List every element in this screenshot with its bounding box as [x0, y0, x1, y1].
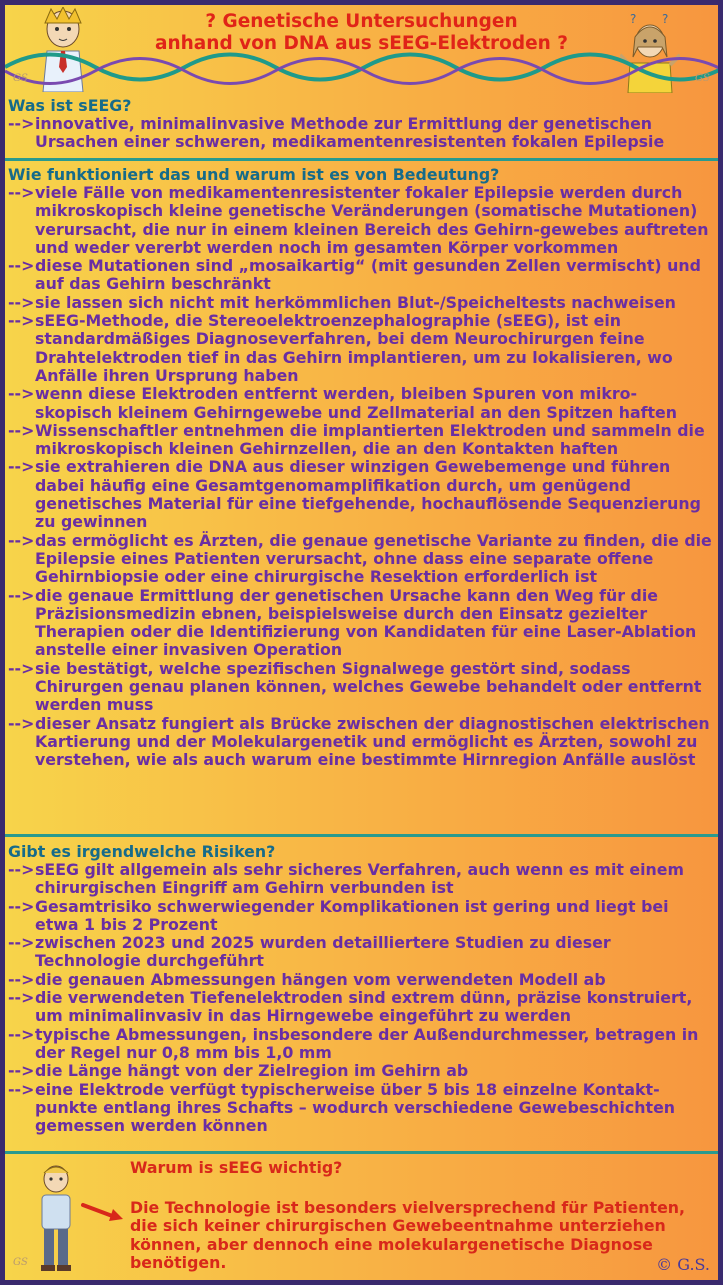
bullet-text: die genaue Ermittlung der genetischen Ursache kann den Weg für die Präzisionsmedizin ebnen, beispielsweise durch den Einsatz gezielter Therapien oder die Identifizierung von Kandidaten für eine Laser-Ablation anstelle einer invasiven Operation: [35, 585, 697, 660]
bullet-text: innovative, minimalinvasive Methode zur Ermittlung der genetischen Ursachen einer schweren, medikamentenresistenten fokalen Epilepsie: [35, 114, 665, 152]
bullet-text: Wissenschaftler entnehmen die implantierten Elektroden und sammeln die mikroskopisch kleinen Gehirnzellen, die an den Kontakten haften: [35, 420, 705, 459]
bullet-arrow: -->: [8, 658, 35, 678]
bullet-item: [8, 458, 712, 531]
bullet-arrow: -->: [8, 420, 35, 440]
man-illustration: [29, 1163, 83, 1273]
bullet-arrow: -->: [8, 256, 35, 276]
bullet-item: [8, 861, 712, 898]
signature-bottom: GS: [13, 1257, 28, 1268]
bullet-text: sie extrahieren die DNA aus dieser winzigen Gewebemenge und führen dabei häufig eine Gesamtgenomamplifikation durch, um genügend genetisches Material für eine tiefgehende, hochauflösende Sequenzierung zu gewinnen: [35, 457, 701, 532]
bullet-item: [8, 385, 712, 422]
bullet-item: [8, 1062, 712, 1080]
bullet-text: dieser Ansatz fungiert als Brücke zwischen der diagnostischen elektrischen Kartierung und der Molekulargenetik und ermöglicht es Ärzten, sowohl zu verstehen, wie als auch warum eine bestimmte Hirnregion Anfälle auslöst: [35, 713, 710, 770]
arrow-icon: [81, 1201, 125, 1223]
svg-text:?: ?: [662, 13, 669, 26]
wave-divider: [5, 47, 718, 97]
bullet-item: [8, 312, 712, 385]
bullet-item: [8, 715, 712, 770]
signature-left: GS: [13, 73, 28, 84]
bottom-text: Die Technologie ist besonders vielversprechend für Patienten, die sich keiner chirurgischen Gewebeentnahme unterziehen können, aber dennoch eine molekulargenetische Diagnose benötigen.: [130, 1198, 686, 1272]
bullet-arrow: -->: [8, 969, 35, 989]
bullet-arrow: -->: [8, 896, 35, 916]
bullet-arrow: -->: [8, 860, 35, 879]
title-line-1: ? Genetische Untersuchungen: [205, 11, 518, 32]
bullet-arrow: -->: [8, 713, 35, 733]
bullet-item: [8, 532, 712, 587]
section-divider: [5, 158, 718, 161]
bullet-arrow: -->: [8, 292, 35, 312]
bullet-text: diese Mutationen sind „mosaikartig“ (mit gesunden Zellen vermischt) und auf das Gehirn beschränkt: [35, 256, 701, 294]
bullet-text: eine Elektrode verfügt typischerweise über 5 bis 18 einzelne Kontakt-punkte entlang ihres Schafts – wodurch verschiedene Gewebeschichten gemessen werden können: [35, 1079, 676, 1136]
bullet-text: das ermöglicht es Ärzten, die genaue genetische Variante zu finden, die die Epilepsie eines Patienten verursacht, ohne dass eine separate offene Gehirnbiopsie oder eine chirurgische Resektion erforderlich ist: [35, 530, 712, 587]
section-heading: Wie funktioniert das und warum ist es von Bedeutung?: [8, 165, 500, 184]
section-risks: [8, 842, 712, 1135]
section-items: [8, 115, 712, 152]
bullet-arrow: -->: [8, 1061, 35, 1081]
bullet-text: Gesamtrisiko schwerwiegender Komplikationen ist gering und liegt bei etwa 1 bis 2 Prozent: [35, 896, 669, 934]
bullet-item: [8, 422, 712, 459]
section-how-it-works: [8, 165, 712, 770]
bullet-text: zwischen 2023 und 2025 wurden detailliertere Studien zu dieser Technologie durchgeführt: [35, 933, 611, 971]
section-heading: Gibt es irgendwelche Risiken?: [8, 842, 276, 861]
bullet-text: sie bestätigt, welche spezifischen Signalwege gestört sind, sodass Chirurgen genau planen können, welches Gewebe behandelt oder entfernt werden muss: [35, 658, 702, 715]
section-items: [8, 184, 712, 770]
bullet-arrow: -->: [8, 1079, 35, 1099]
section-divider: [5, 834, 718, 837]
poster: [5, 5, 718, 1280]
bullet-item: [8, 294, 712, 312]
svg-text:?: ?: [630, 13, 637, 26]
bullet-text: sEEG gilt allgemein als sehr sicheres Verfahren, auch wenn es mit einem chirurgischen Eingriff am Gehirn verbunden ist: [35, 860, 684, 898]
bullet-arrow: -->: [8, 384, 35, 404]
bullet-item: [8, 587, 712, 660]
bullet-item: [8, 184, 712, 257]
bullet-text: die Länge hängt von der Zielregion im Gehirn ab: [35, 1061, 469, 1081]
section-items: [8, 861, 712, 1135]
bullet-item: [8, 934, 712, 971]
bullet-item: [8, 971, 712, 989]
bullet-item: [8, 898, 712, 935]
bullet-arrow: -->: [8, 585, 35, 605]
bullet-text: die genauen Abmessungen hängen vom verwendeten Modell ab: [35, 969, 606, 989]
bullet-item: [8, 989, 712, 1026]
title-line-2: anhand von DNA aus sEEG-Elektroden ?: [154, 33, 569, 54]
bullet-arrow: -->: [8, 183, 35, 202]
bullet-arrow: -->: [8, 530, 35, 550]
bullet-text: die verwendeten Tiefenelektroden sind extrem dünn, präzise konstruiert, um minimalinvasiv in das Hirngewebe eingeführt zu werden: [35, 988, 693, 1026]
bullet-text: typische Abmessungen, insbesondere der Außendurchmesser, betragen in der Regel nur 0,8 mm bis 1,0 mm: [35, 1024, 699, 1062]
bullet-text: viele Fälle von medikamentenresistenter fokaler Epilepsie werden durch mikroskopisch kleine genetische Veränderungen (somatische Mutationen) verursacht, die nur in einem kleinen Bereich des Gehirn-gewebes auftreten und weder vererbt werden noch im gesamten Körper vorkommen: [35, 183, 709, 257]
section-divider: [5, 1151, 718, 1154]
bullet-item: [8, 115, 712, 152]
bullet-arrow: -->: [8, 311, 35, 331]
section-what-is-seeg: [8, 96, 712, 152]
copyright: © G.S.: [656, 1255, 710, 1274]
bullet-item: [8, 660, 712, 715]
bullet-item: [8, 257, 712, 294]
bullet-arrow: -->: [8, 114, 35, 133]
bullet-item: [8, 1026, 712, 1063]
bullet-text: wenn diese Elektroden entfernt werden, bleiben Spuren von mikro-skopisch kleinem Gehirngewebe und Zellmaterial an den Spitzen haften: [35, 384, 677, 422]
section-heading: Was ist sEEG?: [8, 96, 132, 115]
bullet-arrow: -->: [8, 988, 35, 1008]
bullet-arrow: -->: [8, 933, 35, 953]
bullet-text: sEEG-Methode, die Stereoelektroenzephalographie (sEEG), ist ein standardmäßiges Diagnoseverfahren, bei dem Neurochirurgen feine Drahtelektroden tief in das Gehirn implantieren, um zu lokalisieren, wo Anfälle ihren Ursprung haben: [35, 311, 673, 385]
bottom-heading: Warum is sEEG wichtig?: [130, 1158, 343, 1177]
bullet-text: sie lassen sich nicht mit herkömmlichen Blut-/Speicheltests nachweisen: [35, 292, 676, 312]
bullet-arrow: -->: [8, 1024, 35, 1044]
signature-right: GS: [695, 73, 710, 84]
bullet-item: [8, 1081, 712, 1136]
bullet-arrow: -->: [8, 457, 35, 477]
